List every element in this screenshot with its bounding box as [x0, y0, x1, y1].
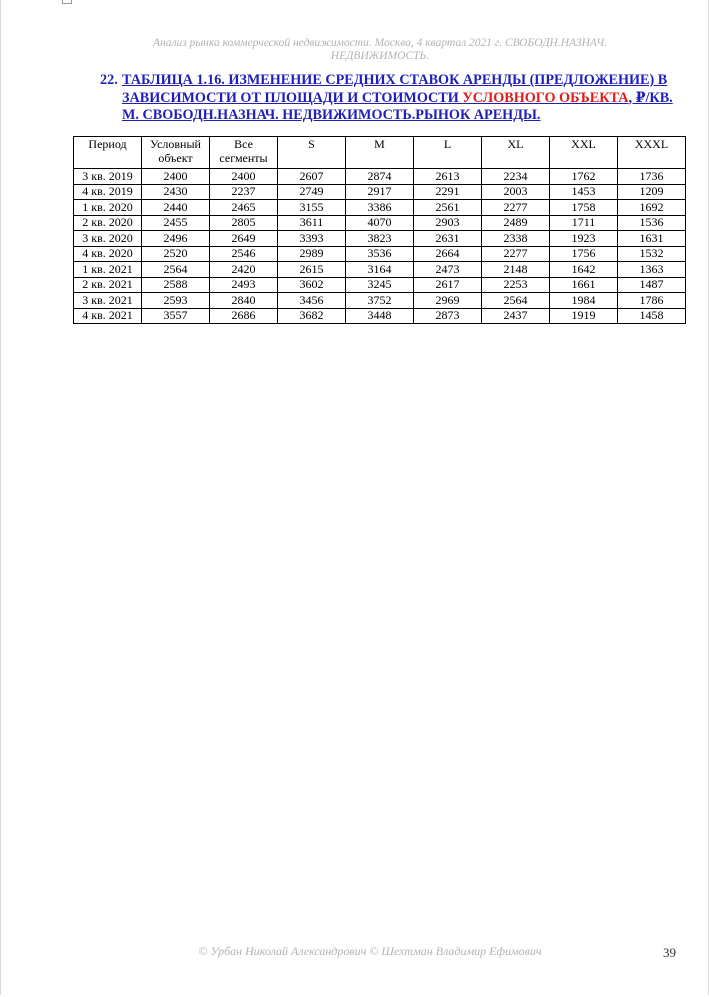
table-header-row	[74, 137, 686, 169]
table-row	[74, 215, 686, 231]
table-row	[74, 200, 686, 216]
header-xl-label: XL	[507, 137, 524, 151]
value-cell: 1536	[618, 215, 686, 231]
header-all-segments	[210, 137, 278, 169]
value-cell: 2437	[482, 308, 550, 324]
value-cell: 1209	[618, 184, 686, 200]
value-cell: 2546	[210, 246, 278, 262]
value-cell: 3752	[346, 293, 414, 309]
value-cell: 2840	[210, 293, 278, 309]
value-cell: 2917	[346, 184, 414, 200]
value-cell: 3393	[278, 231, 346, 247]
header-xxxl-label: XXXL	[634, 137, 669, 151]
value-cell: 2277	[482, 200, 550, 216]
period-cell: 4 кв. 2019	[74, 184, 142, 200]
period-cell: 3 кв. 2020	[74, 231, 142, 247]
value-cell: 1458	[618, 308, 686, 324]
title-part-1: ТАБЛИЦА 1.16. ИЗМЕНЕНИЕ СРЕДНИХ СТАВОК АРЕНДЫ (ПРЕДЛОЖЕНИЕ) В ЗАВИСИМОСТИ ОТ ПЛОЩАДИ И СТОИМОСТИ	[122, 72, 668, 106]
header-period-label: Период	[88, 137, 127, 151]
value-cell: 2440	[142, 200, 210, 216]
value-cell: 2489	[482, 215, 550, 231]
value-cell: 3456	[278, 293, 346, 309]
header-xxl	[550, 137, 618, 169]
period-cell: 1 кв. 2020	[74, 200, 142, 216]
value-cell: 3823	[346, 231, 414, 247]
running-header	[110, 37, 650, 63]
value-cell: 2664	[414, 246, 482, 262]
value-cell: 1923	[550, 231, 618, 247]
table-row	[74, 184, 686, 200]
value-cell: 2631	[414, 231, 482, 247]
value-cell: 3682	[278, 308, 346, 324]
value-cell: 3386	[346, 200, 414, 216]
header-conditional-object	[142, 137, 210, 169]
value-cell: 2989	[278, 246, 346, 262]
value-cell: 1532	[618, 246, 686, 262]
crop-mark	[62, 0, 72, 4]
table-row	[74, 246, 686, 262]
period-cell: 1 кв. 2021	[74, 262, 142, 278]
title-number: 22.	[100, 72, 118, 88]
page-number: 39	[663, 945, 676, 960]
value-cell: 1736	[618, 169, 686, 185]
table-row	[74, 169, 686, 185]
value-cell: 1642	[550, 262, 618, 278]
value-cell: 2615	[278, 262, 346, 278]
value-cell: 2430	[142, 184, 210, 200]
value-cell: 2277	[482, 246, 550, 262]
value-cell: 2253	[482, 277, 550, 293]
header-xxl-label: XXL	[571, 137, 596, 151]
table-row	[74, 308, 686, 324]
value-cell: 2003	[482, 184, 550, 200]
table-row	[74, 231, 686, 247]
value-cell: 3557	[142, 308, 210, 324]
title-part-2: , ₽/КВ. М. СВОБОДН.НАЗНАЧ. НЕДВИЖИМОСТЬ.РЫНОК АРЕНДЫ.	[122, 89, 673, 123]
period-cell: 2 кв. 2020	[74, 215, 142, 231]
value-cell: 3602	[278, 277, 346, 293]
footer-copyright: © Урбан Николай Александрович © Шехтман Владимир Ефимович	[198, 944, 542, 958]
value-cell: 1661	[550, 277, 618, 293]
table-row	[74, 277, 686, 293]
header-all-segments-line-2: сегменты	[219, 150, 268, 165]
header-conditional-object-line-1: Условный	[150, 137, 201, 151]
value-cell: 2874	[346, 169, 414, 185]
value-cell: 1919	[550, 308, 618, 324]
value-cell: 2400	[210, 169, 278, 185]
header-m-label: M	[374, 137, 385, 151]
header-l-label: L	[443, 137, 452, 151]
value-cell: 2593	[142, 293, 210, 309]
table-row	[74, 293, 686, 309]
header-conditional-object-line-2: объект	[158, 150, 193, 165]
value-cell: 3448	[346, 308, 414, 324]
value-cell: 2805	[210, 215, 278, 231]
value-cell: 2969	[414, 293, 482, 309]
header-s	[278, 137, 346, 169]
value-cell: 1756	[550, 246, 618, 262]
header-period	[74, 137, 142, 169]
value-cell: 2420	[210, 262, 278, 278]
value-cell: 2291	[414, 184, 482, 200]
header-xxxl	[618, 137, 686, 169]
rent-rates-table	[73, 136, 686, 324]
value-cell: 2465	[210, 200, 278, 216]
header-l	[414, 137, 482, 169]
value-cell: 2237	[210, 184, 278, 200]
value-cell: 2903	[414, 215, 482, 231]
period-cell: 4 кв. 2020	[74, 246, 142, 262]
period-cell: 3 кв. 2019	[74, 169, 142, 185]
value-cell: 2400	[142, 169, 210, 185]
value-cell: 2148	[482, 262, 550, 278]
value-cell: 2473	[414, 262, 482, 278]
value-cell: 2607	[278, 169, 346, 185]
period-cell: 4 кв. 2021	[74, 308, 142, 324]
value-cell: 1692	[618, 200, 686, 216]
value-cell: 2520	[142, 246, 210, 262]
value-cell: 2613	[414, 169, 482, 185]
header-s-label: S	[308, 137, 315, 151]
value-cell: 2873	[414, 308, 482, 324]
header-m	[346, 137, 414, 169]
value-cell: 2564	[142, 262, 210, 278]
value-cell: 1758	[550, 200, 618, 216]
period-cell: 2 кв. 2021	[74, 277, 142, 293]
table-body	[74, 169, 686, 324]
value-cell: 2617	[414, 277, 482, 293]
value-cell: 1762	[550, 169, 618, 185]
period-cell: 3 кв. 2021	[74, 293, 142, 309]
value-cell: 1984	[550, 293, 618, 309]
value-cell: 2496	[142, 231, 210, 247]
value-cell: 1487	[618, 277, 686, 293]
value-cell: 4070	[346, 215, 414, 231]
value-cell: 2749	[278, 184, 346, 200]
value-cell: 3536	[346, 246, 414, 262]
header-xl	[482, 137, 550, 169]
title-accent: УСЛОВНОГО ОБЪЕКТА	[462, 89, 629, 106]
value-cell: 2649	[210, 231, 278, 247]
value-cell: 3164	[346, 262, 414, 278]
running-header-line-1: Анализ рынка коммерческой недвижимости. Москва, 4 квартал 2021 г. СВОБОДН.НАЗНАЧ.	[153, 37, 607, 49]
value-cell: 2686	[210, 308, 278, 324]
value-cell: 2493	[210, 277, 278, 293]
value-cell: 2561	[414, 200, 482, 216]
value-cell: 2564	[482, 293, 550, 309]
value-cell: 1453	[550, 184, 618, 200]
value-cell: 1786	[618, 293, 686, 309]
value-cell: 3155	[278, 200, 346, 216]
value-cell: 1631	[618, 231, 686, 247]
value-cell: 1711	[550, 215, 618, 231]
value-cell: 2338	[482, 231, 550, 247]
title-text[interactable]	[122, 72, 682, 125]
value-cell: 3611	[278, 215, 346, 231]
running-header-line-2: НЕДВИЖИМОСТЬ.	[330, 50, 430, 62]
table-row	[74, 262, 686, 278]
value-cell: 2588	[142, 277, 210, 293]
value-cell: 2234	[482, 169, 550, 185]
value-cell: 3245	[346, 277, 414, 293]
value-cell: 1363	[618, 262, 686, 278]
header-all-segments-line-1: Все	[234, 137, 253, 151]
value-cell: 2455	[142, 215, 210, 231]
